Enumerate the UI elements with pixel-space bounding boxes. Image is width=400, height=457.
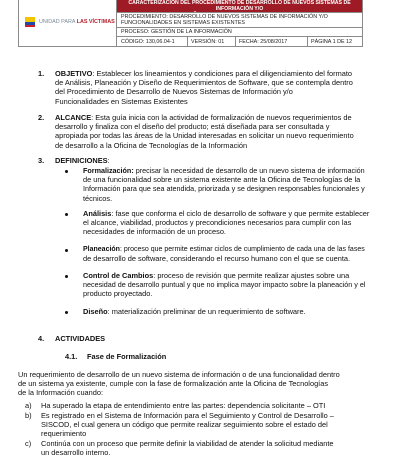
list-item: Es registrado en el Sistema de Información para el Seguimiento y Control de Desarrollo – SISCOD, el cual genera un código que permite realizar seguimiento sobre el estado del requerimiento xyxy=(41,411,334,439)
list-item-label: c) xyxy=(25,439,32,448)
section-number: 1. xyxy=(38,69,45,78)
section-objetivo: OBJETIVO: Establecer los lineamientos y condiciones para el diligenciamiento del formato de Análisis, Planeación y Diseño de Requerimientos de Software, que se contempla dentro del Procedimiento de Desarrollo de Nuevos Sistemas de Información y/o Funcionalidades en Sistemas Existentes xyxy=(55,69,353,106)
bullet-icon xyxy=(65,275,68,278)
procedimiento-row: PROCEDIMIENTO: DESARROLLO DE NUEVOS SISTEMAS DE INFORMACIÓN Y/O FUNCIONALIDADES EN SISTEMAS EXISTENTES xyxy=(117,12,362,27)
list-item: Continúa con un proceso que permite definir la viabilidad de atender la solicitud mediante un desarrollo interno. xyxy=(41,439,334,457)
section-title: ACTIVIDADES xyxy=(55,334,106,343)
bullet-icon xyxy=(65,213,68,216)
document-header xyxy=(18,0,363,47)
subsection-title: Fase de Formalización xyxy=(87,352,167,361)
bullet-icon xyxy=(65,311,68,314)
section-title: DEFINICIONES: xyxy=(55,156,110,165)
list-item-label: b) xyxy=(25,411,32,420)
definition-planeacion: Planeación: proceso que permite estimar ciclos de cumplimiento de cada una de las fases de desarrollo de software, considerando el recurso humano con el que se cuenta. xyxy=(83,246,365,264)
proceso-row: PROCESO: GESTIÓN DE LA INFORMACIÓN xyxy=(117,27,362,36)
metadata-row xyxy=(117,36,362,47)
logo-text: UNIDAD PARA LAS VÍCTIMAS xyxy=(39,19,115,25)
fecha-cell: FECHA: 25/08/2017 xyxy=(235,37,307,47)
colombia-shield-icon xyxy=(24,16,36,28)
section-title: ALCANCE xyxy=(55,113,92,122)
codigo-cell: CÓDIGO: 130,06.04-1 xyxy=(121,39,175,45)
document-title: CARACTERIZACIÓN DEL PROCEDIMIENTO DE DESARROLLO DE NUEVOS SISTEMAS DE INFORMACIÓN Y/O xyxy=(117,0,362,12)
list-item-label: a) xyxy=(25,401,32,410)
list-item: Ha superado la etapa de entendimiento entre las partes: dependencia solicitante – OTI xyxy=(41,401,326,410)
version-cell: VERSIÓN: 01 xyxy=(187,37,235,47)
subsection-number: 4.1. xyxy=(65,352,78,361)
section-alcance: ALCANCE: Esta guía inicia con la actividad de formalización de nuevos requerimientos de desarrollo y finaliza con el diseño del producto; está diseñada para ser consultada y apropiada por todas las áreas de la Unidad interesadas en solicitar un nuevo requerimiento de desarrollo a la Oficina de Tecnologías de la Información xyxy=(55,113,354,150)
formalizacion-paragraph: Un requerimiento de desarrollo de un nuevo sistema de información o de una funcionalidad dentro de un sistema ya existente, cumple con la fase de formalización ante la Oficina de Tecnologías de la Información cuando: xyxy=(18,370,340,398)
bullet-icon xyxy=(65,249,68,252)
section-number: 2. xyxy=(38,113,45,122)
section-number: 3. xyxy=(38,156,45,165)
definition-analisis: Análisis: fase que conforma el ciclo de desarrollo de software y que permite establecer el alcance, viabilidad, productos y precondiciones necesarios para cumplir con las necesidades de información de un proceso. xyxy=(83,209,370,237)
definition-control-cambios: Control de Cambios: proceso de revisión que permite realizar ajustes sobre una necesidad de desarrollo puntual y que no implica mayor impacto sobre la planeación y el producto proyectado. xyxy=(83,271,366,299)
definition-diseno: Diseño: materialización preliminar de un requerimiento de software. xyxy=(83,307,306,316)
unidad-victimas-logo xyxy=(19,0,117,47)
bullet-icon xyxy=(65,170,68,173)
definition-formalizacion: Formalización: precisar la necesidad de desarrollo de un nuevo sistema de información de una funcionalidad sobre un sistema existente ante la Oficina de Tecnologías de la Información para que sea atendida, priorizada y se designen responsables funcionales y técnicos. xyxy=(83,166,365,203)
section-number: 4. xyxy=(38,334,45,343)
pagina-cell: PÁGINA 1 DE 12 xyxy=(307,37,365,47)
section-title: OBJETIVO xyxy=(55,69,93,78)
